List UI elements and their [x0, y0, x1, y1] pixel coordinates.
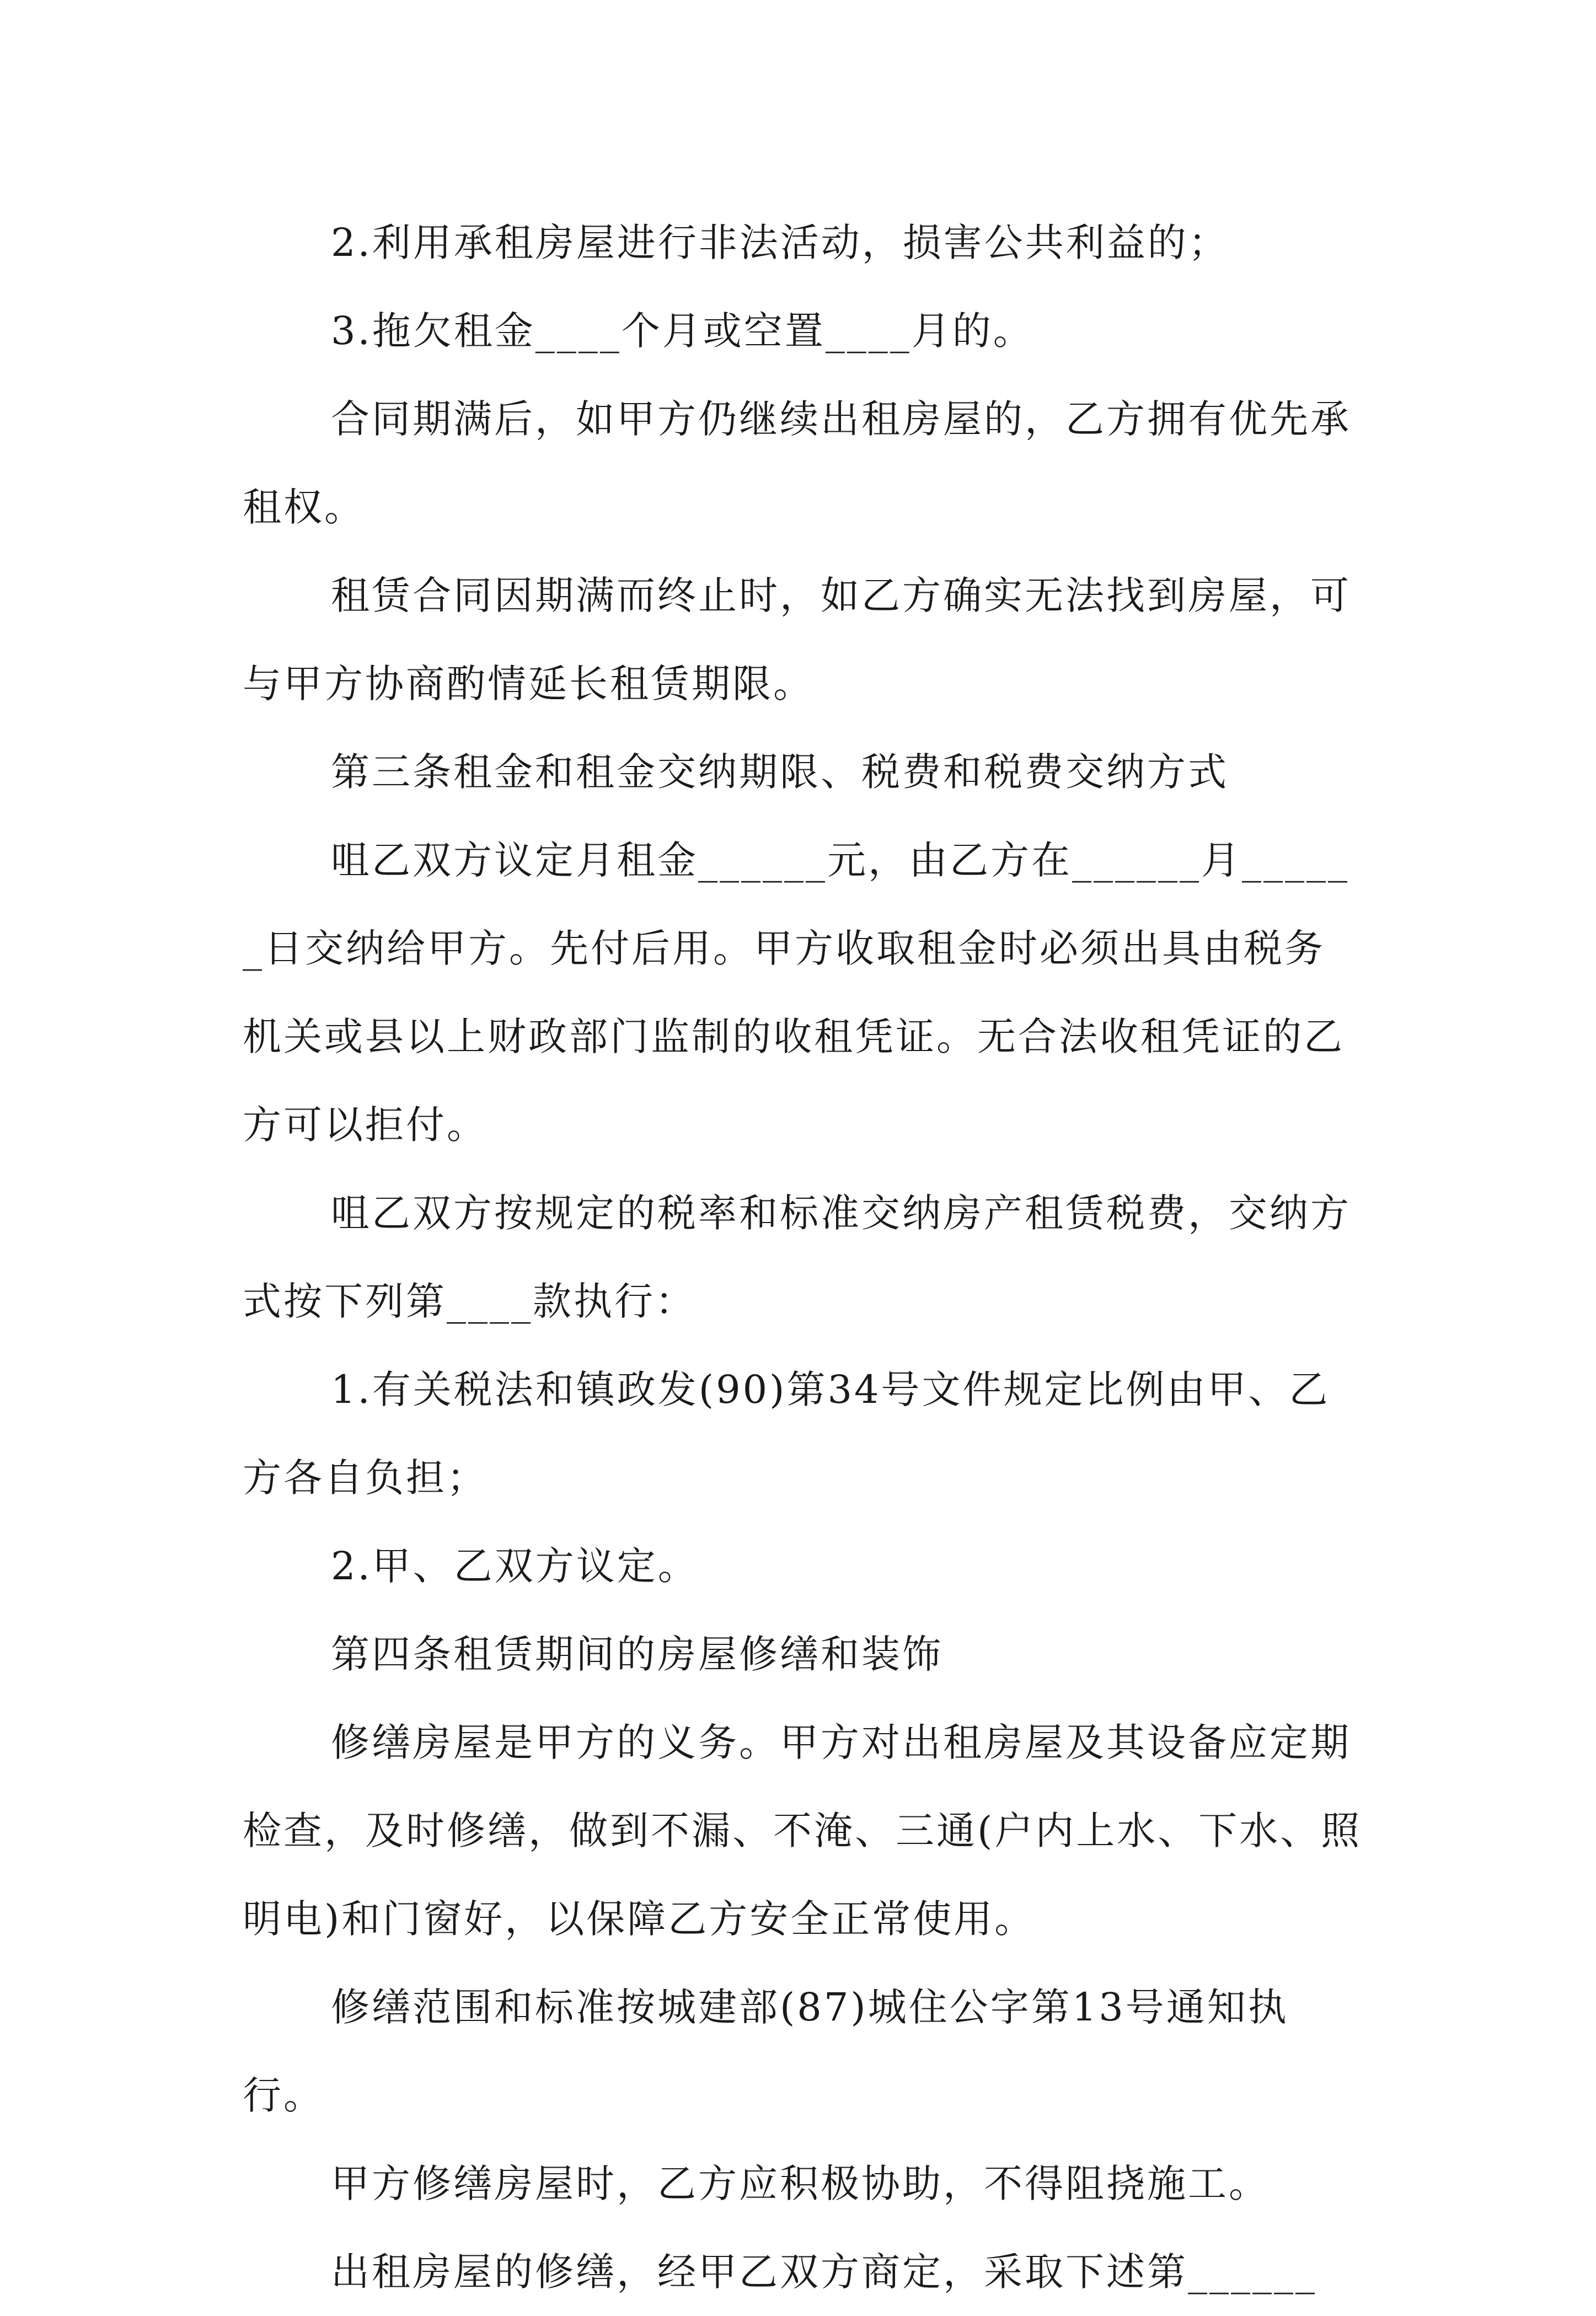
paragraph-tax-option-2: 2.甲、乙双方议定。	[331, 1543, 699, 1589]
paragraph-priority-lease: 合同期满后，如甲方仍继续出租房屋的，乙方拥有优先承租权。	[243, 396, 1351, 530]
paragraph-monthly-rent: 咀乙双方议定月租金______元，由乙方在______月______日交纳给甲方。先付后用。甲方收取租金时必须出具由税务机关或县以上财政部门监制的收租凭证。无合法收租凭证的乙方可以拒付。	[243, 838, 1349, 1148]
document-body	[243, 199, 1362, 2316]
paragraph-tax-option-1: 1.有关税法和镇政发(90)第34号文件规定比例由甲、乙方各自负担；	[243, 1367, 1330, 1500]
paragraph-tax-payment: 咀乙双方按规定的税率和标准交纳房产租赁税费，交纳方式按下列第____款执行：	[243, 1191, 1351, 1324]
paragraph-repair-cooperation: 甲方修缮房屋时，乙方应积极协助，不得阻挠施工。	[331, 2161, 1270, 2206]
paragraph-extend-term: 租赁合同因期满而终止时，如乙方确实无法找到房屋，可与甲方协商酌情延长租赁期限。	[243, 573, 1351, 706]
section-heading-article-3: 第三条租金和租金交纳期限、税费和税费交纳方式	[331, 749, 1229, 795]
paragraph-repair-duty: 修缮房屋是甲方的义务。甲方对出租房屋及其设备应定期检查，及时修缮，做到不漏、不淹、三通(户内上水、下水、照明电)和门窗好，以保障乙方安全正常使用。	[243, 1720, 1362, 1942]
paragraph-clause-3: 3.拖欠租金____个月或空置____月的。	[331, 308, 1034, 353]
paragraph-clause-2: 2.利用承租房屋进行非法活动，损害公共利益的；	[331, 220, 1229, 265]
paragraph-repair-scope: 修缮范围和标准按城建部(87)城住公字第13号通知执行。	[243, 1985, 1289, 2118]
section-heading-article-4: 第四条租赁期间的房屋修缮和装饰	[331, 1632, 943, 1677]
paragraph-repair-method: 出租房屋的修缮，经甲乙双方商定，采取下述第______	[331, 2249, 1317, 2294]
